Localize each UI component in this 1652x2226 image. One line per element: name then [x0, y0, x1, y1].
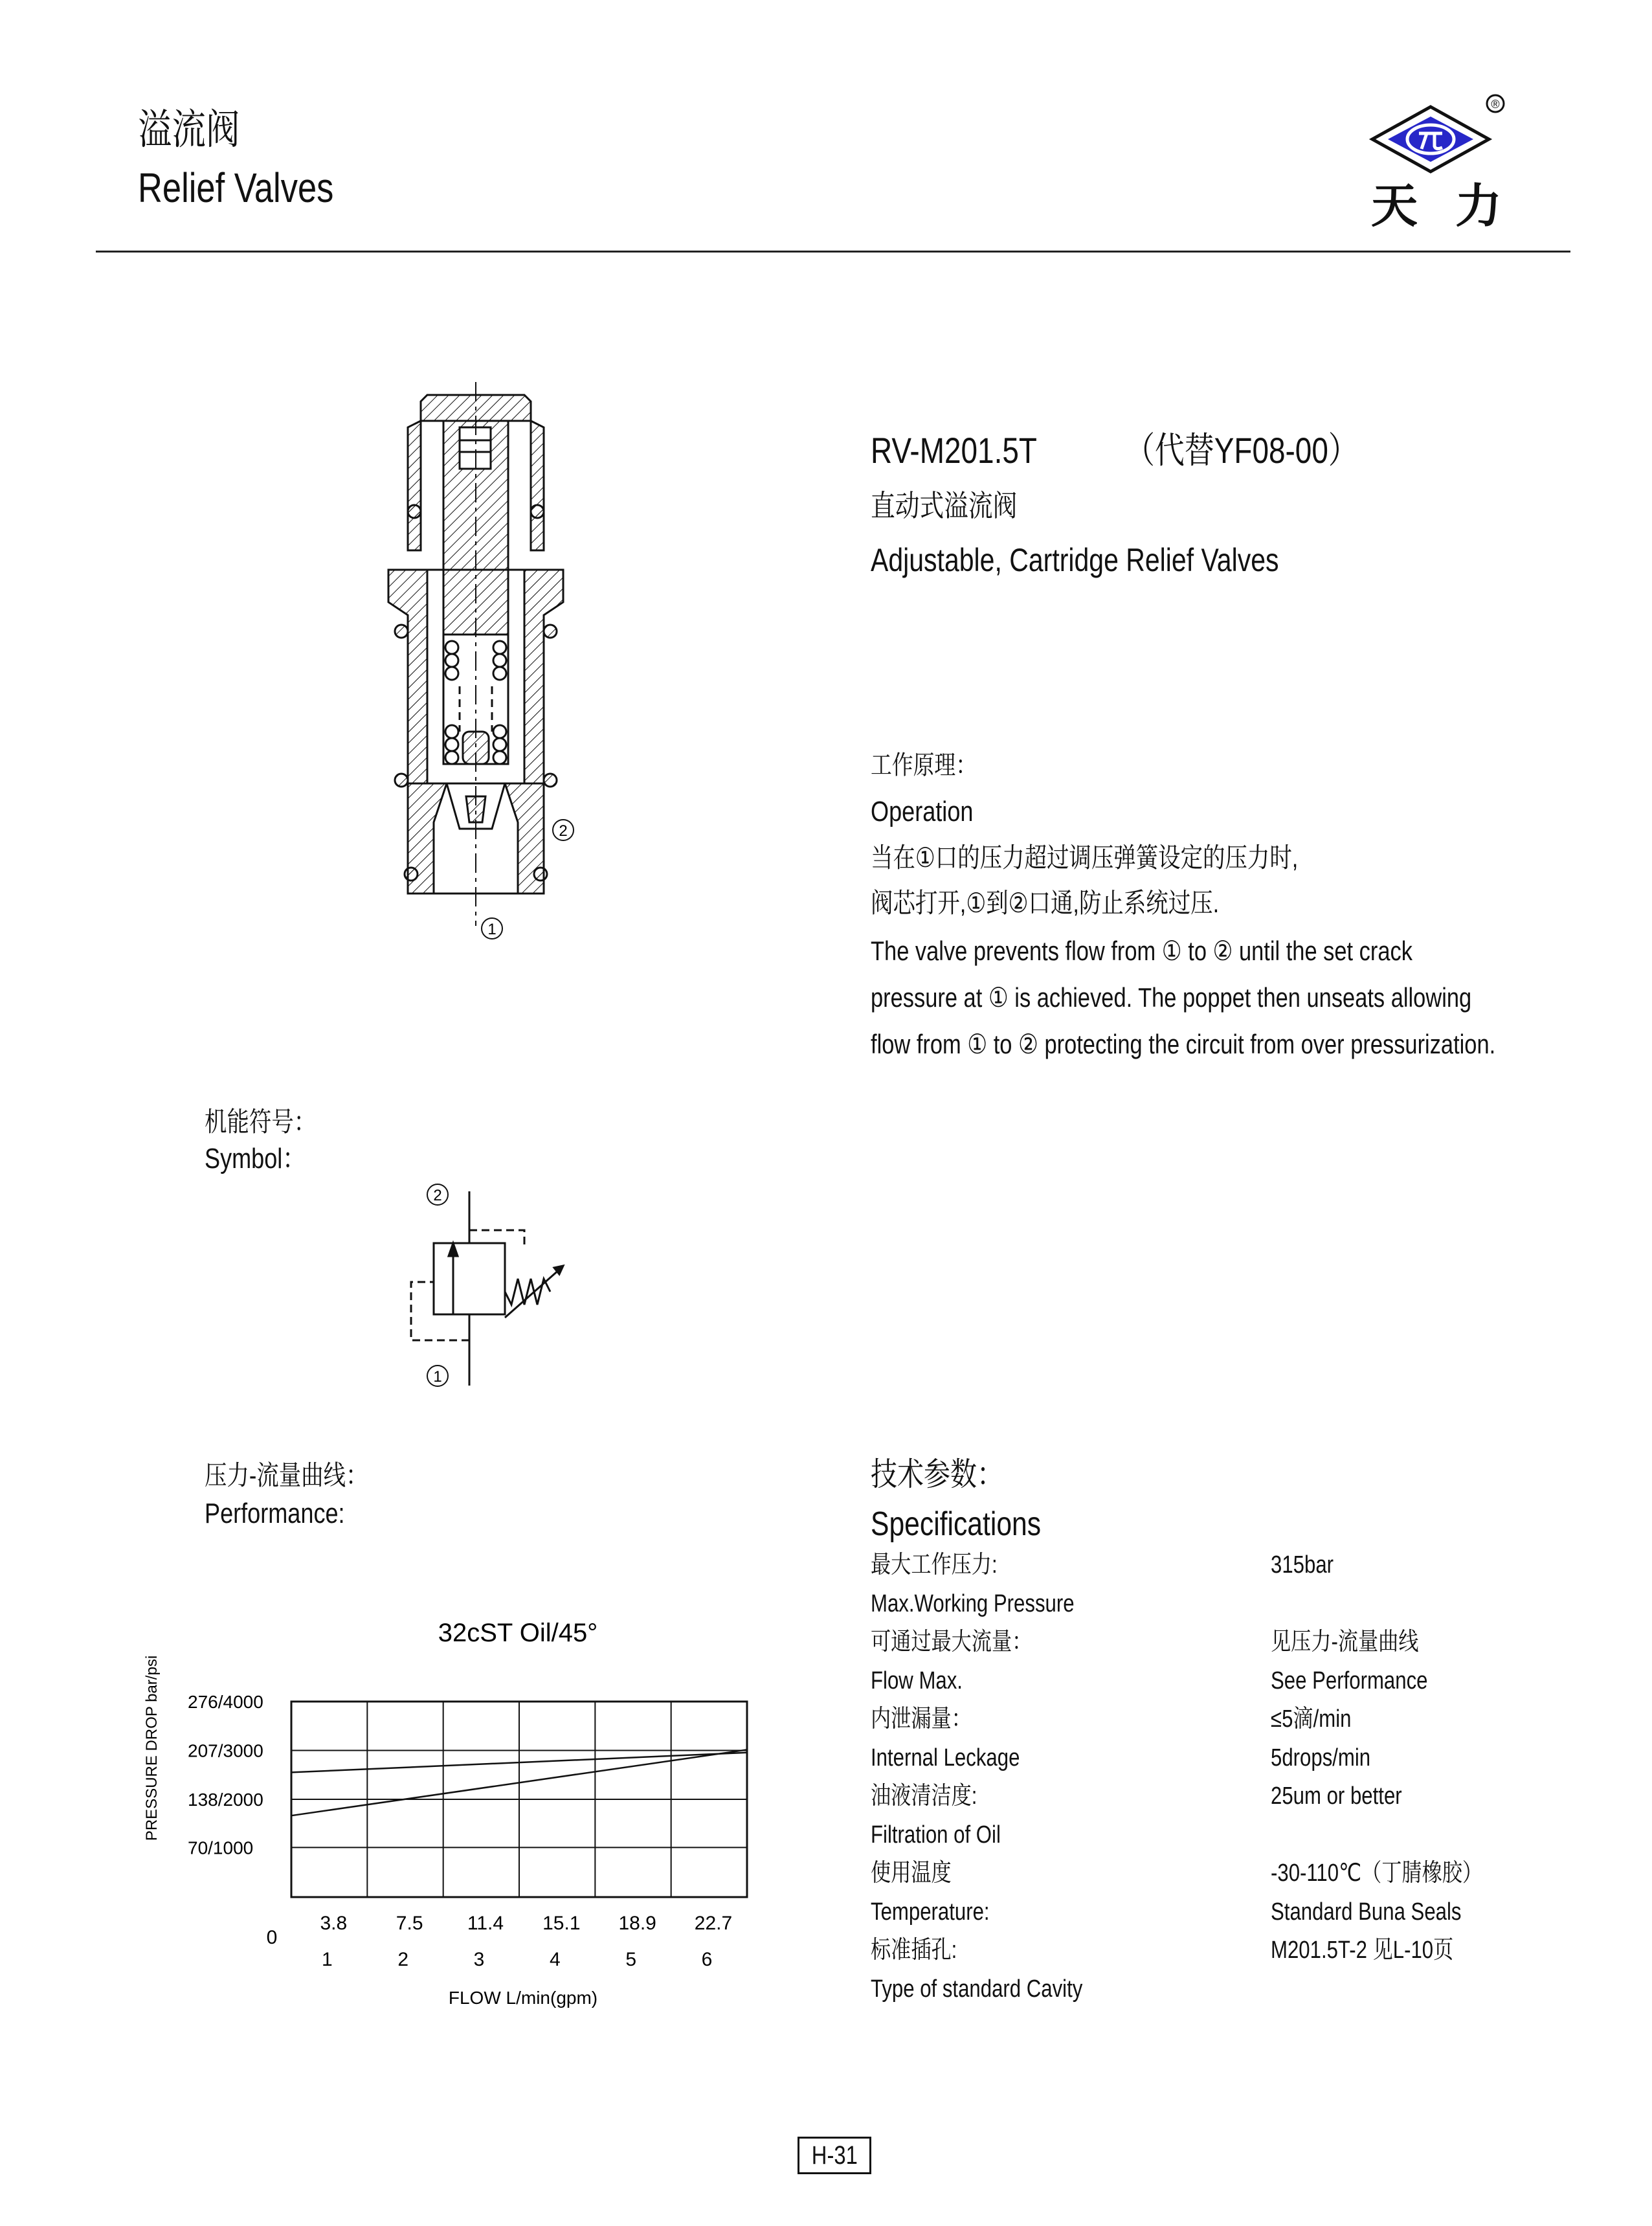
spec-label: Type of standard Cavity: [871, 1975, 1083, 2003]
product-name-en: Adjustable, Cartridge Relief Valves: [871, 542, 1279, 578]
page-title-cn: 溢流阀: [138, 106, 240, 153]
brand-name: 天力: [1371, 178, 1540, 233]
spec-value: 315bar: [1271, 1551, 1334, 1579]
performance-heading-cn: 压力-流量曲线：: [205, 1460, 368, 1490]
chart-x-axis-label: FLOW L/min(gpm): [448, 1988, 598, 2008]
spec-label: 使用温度: [871, 1860, 952, 1887]
operation-line: 当在①口的压力超过调压弹簧设定的压力时,: [871, 842, 1299, 873]
spec-label: Max.Working Pressure: [871, 1590, 1075, 1617]
performance-heading-en: Performance:: [205, 1498, 345, 1529]
chart-y-axis-label: PRESSURE DROP bar/psi: [143, 1655, 161, 1841]
chart-y-tick-label: 70/1000: [188, 1838, 254, 1858]
spec-value: See Performance: [1271, 1667, 1428, 1694]
chart-x-tick-label-gpm: 4: [549, 1949, 561, 1970]
chart-x-tick-label-lpm: 22.7: [694, 1913, 733, 1934]
spec-value: 25um or better: [1271, 1782, 1402, 1810]
performance-chart: [142, 1612, 790, 2027]
chart-x-tick-label-lpm: 15.1: [542, 1913, 581, 1934]
chart-y-tick-label: 138/2000: [188, 1790, 263, 1810]
chart-x-tick-label-lpm: 3.8: [320, 1913, 348, 1934]
spec-label: 最大工作压力:: [871, 1551, 998, 1579]
spec-label: Flow Max.: [871, 1667, 963, 1694]
spec-value: 见压力-流量曲线: [1271, 1628, 1419, 1656]
chart-x-tick-label-gpm: 6: [701, 1949, 713, 1970]
model-replacement: （代替YF08-00）: [1125, 430, 1358, 471]
spec-value: M201.5T-2 见L-10页: [1271, 1937, 1454, 1964]
symbol-heading-en: Symbol：: [205, 1143, 306, 1175]
spec-value: ≤5滴/min: [1271, 1705, 1352, 1733]
operation-line: pressure at ① is achieved. The poppet then unseats allowing: [871, 982, 1472, 1013]
spec-label: Temperature:: [871, 1898, 990, 1926]
operation-line: 阀芯打开,①到②口通,防止系统过压.: [871, 888, 1220, 918]
chart-x-tick-label-gpm: 5: [625, 1949, 637, 1970]
spec-label: 油液清洁度:: [871, 1782, 977, 1810]
specifications-heading-en: Specifications: [871, 1505, 1042, 1543]
chart-y-ticks: [188, 1692, 263, 1858]
chart-x-tick-label-gpm: 1: [321, 1949, 333, 1970]
spec-label: Internal Leckage: [871, 1744, 1020, 1771]
model-number: RV-M201.5T: [871, 430, 1037, 471]
specifications-heading-cn: 技术参数：: [871, 1456, 1003, 1492]
spec-label: 可通过最大流量：: [871, 1628, 1032, 1656]
header-divider: [96, 251, 1570, 253]
chart-y-tick-label: 276/4000: [188, 1692, 263, 1712]
chart-x-tick-label-gpm: 3: [473, 1949, 485, 1970]
registered-mark: ®: [1491, 98, 1500, 111]
spec-label: 内泄漏量：: [871, 1705, 972, 1733]
spec-value: Standard Buna Seals: [1271, 1898, 1462, 1926]
hydraulic-symbol-diagram: [401, 1165, 596, 1405]
spec-value: -30-110℃（丁腈橡胶）: [1271, 1860, 1483, 1887]
page-number: H-31: [798, 2137, 871, 2174]
chart-x-ticks: [320, 1913, 732, 1970]
operation-heading-cn: 工作原理：: [871, 751, 977, 780]
operation-line: flow from ① to ② protecting the circuit from over pressurization.: [871, 1029, 1496, 1059]
spec-label: 标准插孔:: [871, 1937, 957, 1964]
operation-line: The valve prevents flow from ① to ② until the set crack: [871, 936, 1412, 966]
drawing-port-2-label: 2: [559, 822, 568, 840]
operation-heading-en: Operation: [871, 796, 974, 827]
spec-label: Filtration of Oil: [871, 1821, 1001, 1849]
chart-grid: [291, 1702, 747, 1897]
chart-x-tick-label-lpm: 18.9: [618, 1913, 656, 1934]
symbol-port-2-label: 2: [433, 1187, 442, 1204]
chart-x-tick-label-lpm: 11.4: [467, 1913, 504, 1934]
product-name-cn: 直动式溢流阀: [871, 489, 1018, 523]
symbol-heading-cn: 机能符号：: [205, 1107, 317, 1137]
valve-cross-section-drawing: [363, 382, 583, 952]
chart-x-tick-label-gpm: 2: [397, 1949, 409, 1970]
chart-x-origin-label: 0: [266, 1927, 278, 1948]
chart-x-tick-label-lpm: 7.5: [396, 1913, 423, 1934]
page-title-en: Relief Valves: [138, 164, 334, 211]
symbol-port-1-label: 1: [433, 1368, 442, 1386]
chart-title: 32cST Oil/45°: [438, 1619, 598, 1647]
chart-y-tick-label: 207/3000: [188, 1740, 263, 1761]
spec-value: 5drops/min: [1271, 1744, 1371, 1771]
drawing-port-1-label: 1: [487, 921, 497, 938]
